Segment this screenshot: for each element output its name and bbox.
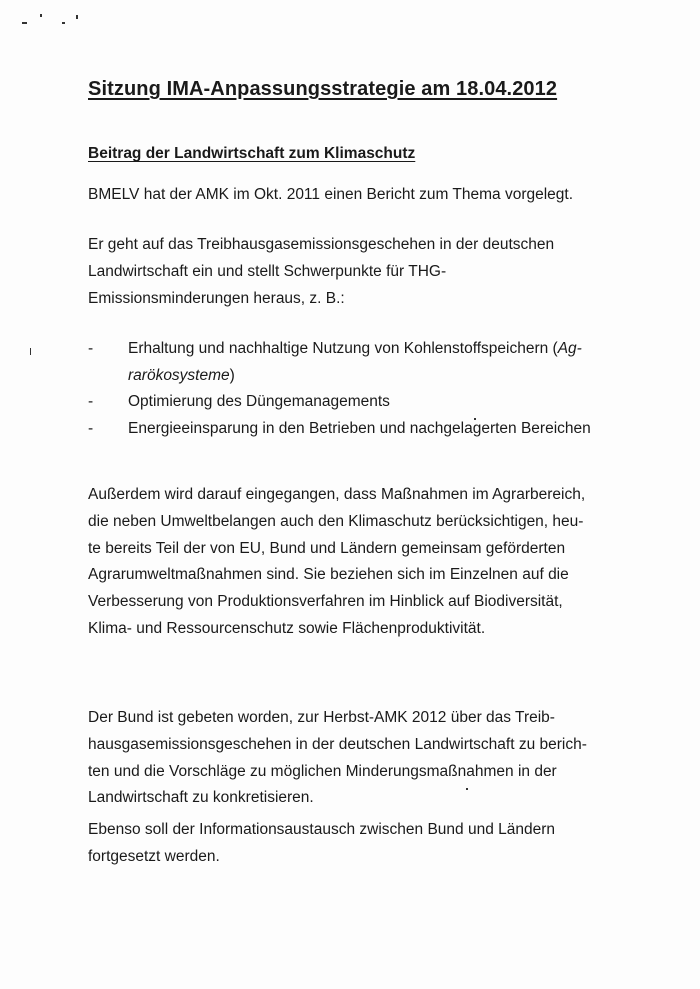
text-line: Klima- und Ressourcenschutz sowie Flächenproduktivität.: [88, 619, 486, 637]
bullet-dash: -: [88, 393, 94, 410]
bullet-dash: -: [88, 419, 94, 437]
section-title: Beitrag der Landwirtschaft zum Klimaschutz: [88, 145, 416, 162]
text-line: Landwirtschaft zu konkretisieren.: [88, 789, 314, 807]
list-item: [88, 336, 648, 389]
bullet-text: Energieeinsparung in den Betrieben und nachgelagerten Bereichen: [128, 419, 591, 437]
text-line: Agrarumweltmaßnahmen sind. Sie beziehen sich im Einzelnen auf die: [88, 566, 569, 584]
scan-speck: [76, 15, 78, 19]
scan-speck: [62, 22, 65, 24]
scan-speck: [22, 22, 27, 24]
bullet-dash: -: [88, 340, 94, 357]
text-line: Verbesserung von Produktionsverfahren im Hinblick auf Biodiversität,: [88, 593, 563, 611]
list-item: [88, 389, 648, 416]
paragraph-emissions: [88, 232, 648, 312]
bullet-text-italic: Ag-: [557, 340, 582, 357]
text-line: hausgasemissionsgeschehen in der deutschen Landwirtschaft zu berich-: [88, 735, 587, 753]
text-line: Ebenso soll der Informationsaustausch zwischen Bund und Ländern: [88, 821, 556, 838]
bullet-text-italic: rarökosysteme: [128, 366, 230, 384]
scan-speck: [40, 14, 42, 17]
scan-speck: [30, 348, 31, 355]
intro-paragraph: BMELV hat der AMK im Okt. 2011 einen Bericht zum Thema vorgelegt.: [88, 186, 574, 203]
paragraph-information-exchange: [88, 817, 648, 871]
bullet-text: Erhaltung und nachhaltige Nutzung von Kohlenstoffspeichern (: [128, 340, 558, 357]
text-line: te bereits Teil der von EU, Bund und Ländern gemeinsam geförderten: [88, 539, 566, 557]
bullet-text: Optimierung des Düngemanagements: [128, 393, 390, 410]
list-item: [88, 416, 648, 443]
text-line: fortgesetzt werden.: [88, 847, 220, 865]
text-line: Außerdem wird darauf eingegangen, dass Maßnahmen im Agrarbereich,: [88, 486, 586, 503]
bullet-text: ): [229, 366, 235, 384]
text-line: Er geht auf das Treibhausgasemissionsgeschehen in der deutschen: [88, 236, 555, 253]
document-title: Sitzung IMA-Anpassungsstrategie am 18.04.2012: [88, 78, 558, 100]
paragraph-agri-measures: [88, 482, 648, 643]
text-line: Der Bund ist gebeten worden, zur Herbst-AMK 2012 über das Treib-: [88, 709, 555, 726]
measures-list: [88, 336, 648, 442]
text-line: [128, 336, 648, 363]
text-line: Landwirtschaft ein und stellt Schwerpunkte für THG-: [88, 262, 447, 280]
text-line: Emissionsminderungen heraus, z. B.:: [88, 289, 345, 307]
text-line: die neben Umweltbelangen auch den Klimaschutz berücksichtigen, heu-: [88, 512, 584, 530]
text-line: [128, 363, 648, 390]
text-line: ten und die Vorschläge zu möglichen Minderungsmaßnahmen in der: [88, 762, 557, 780]
paragraph-federal-request: [88, 705, 648, 812]
